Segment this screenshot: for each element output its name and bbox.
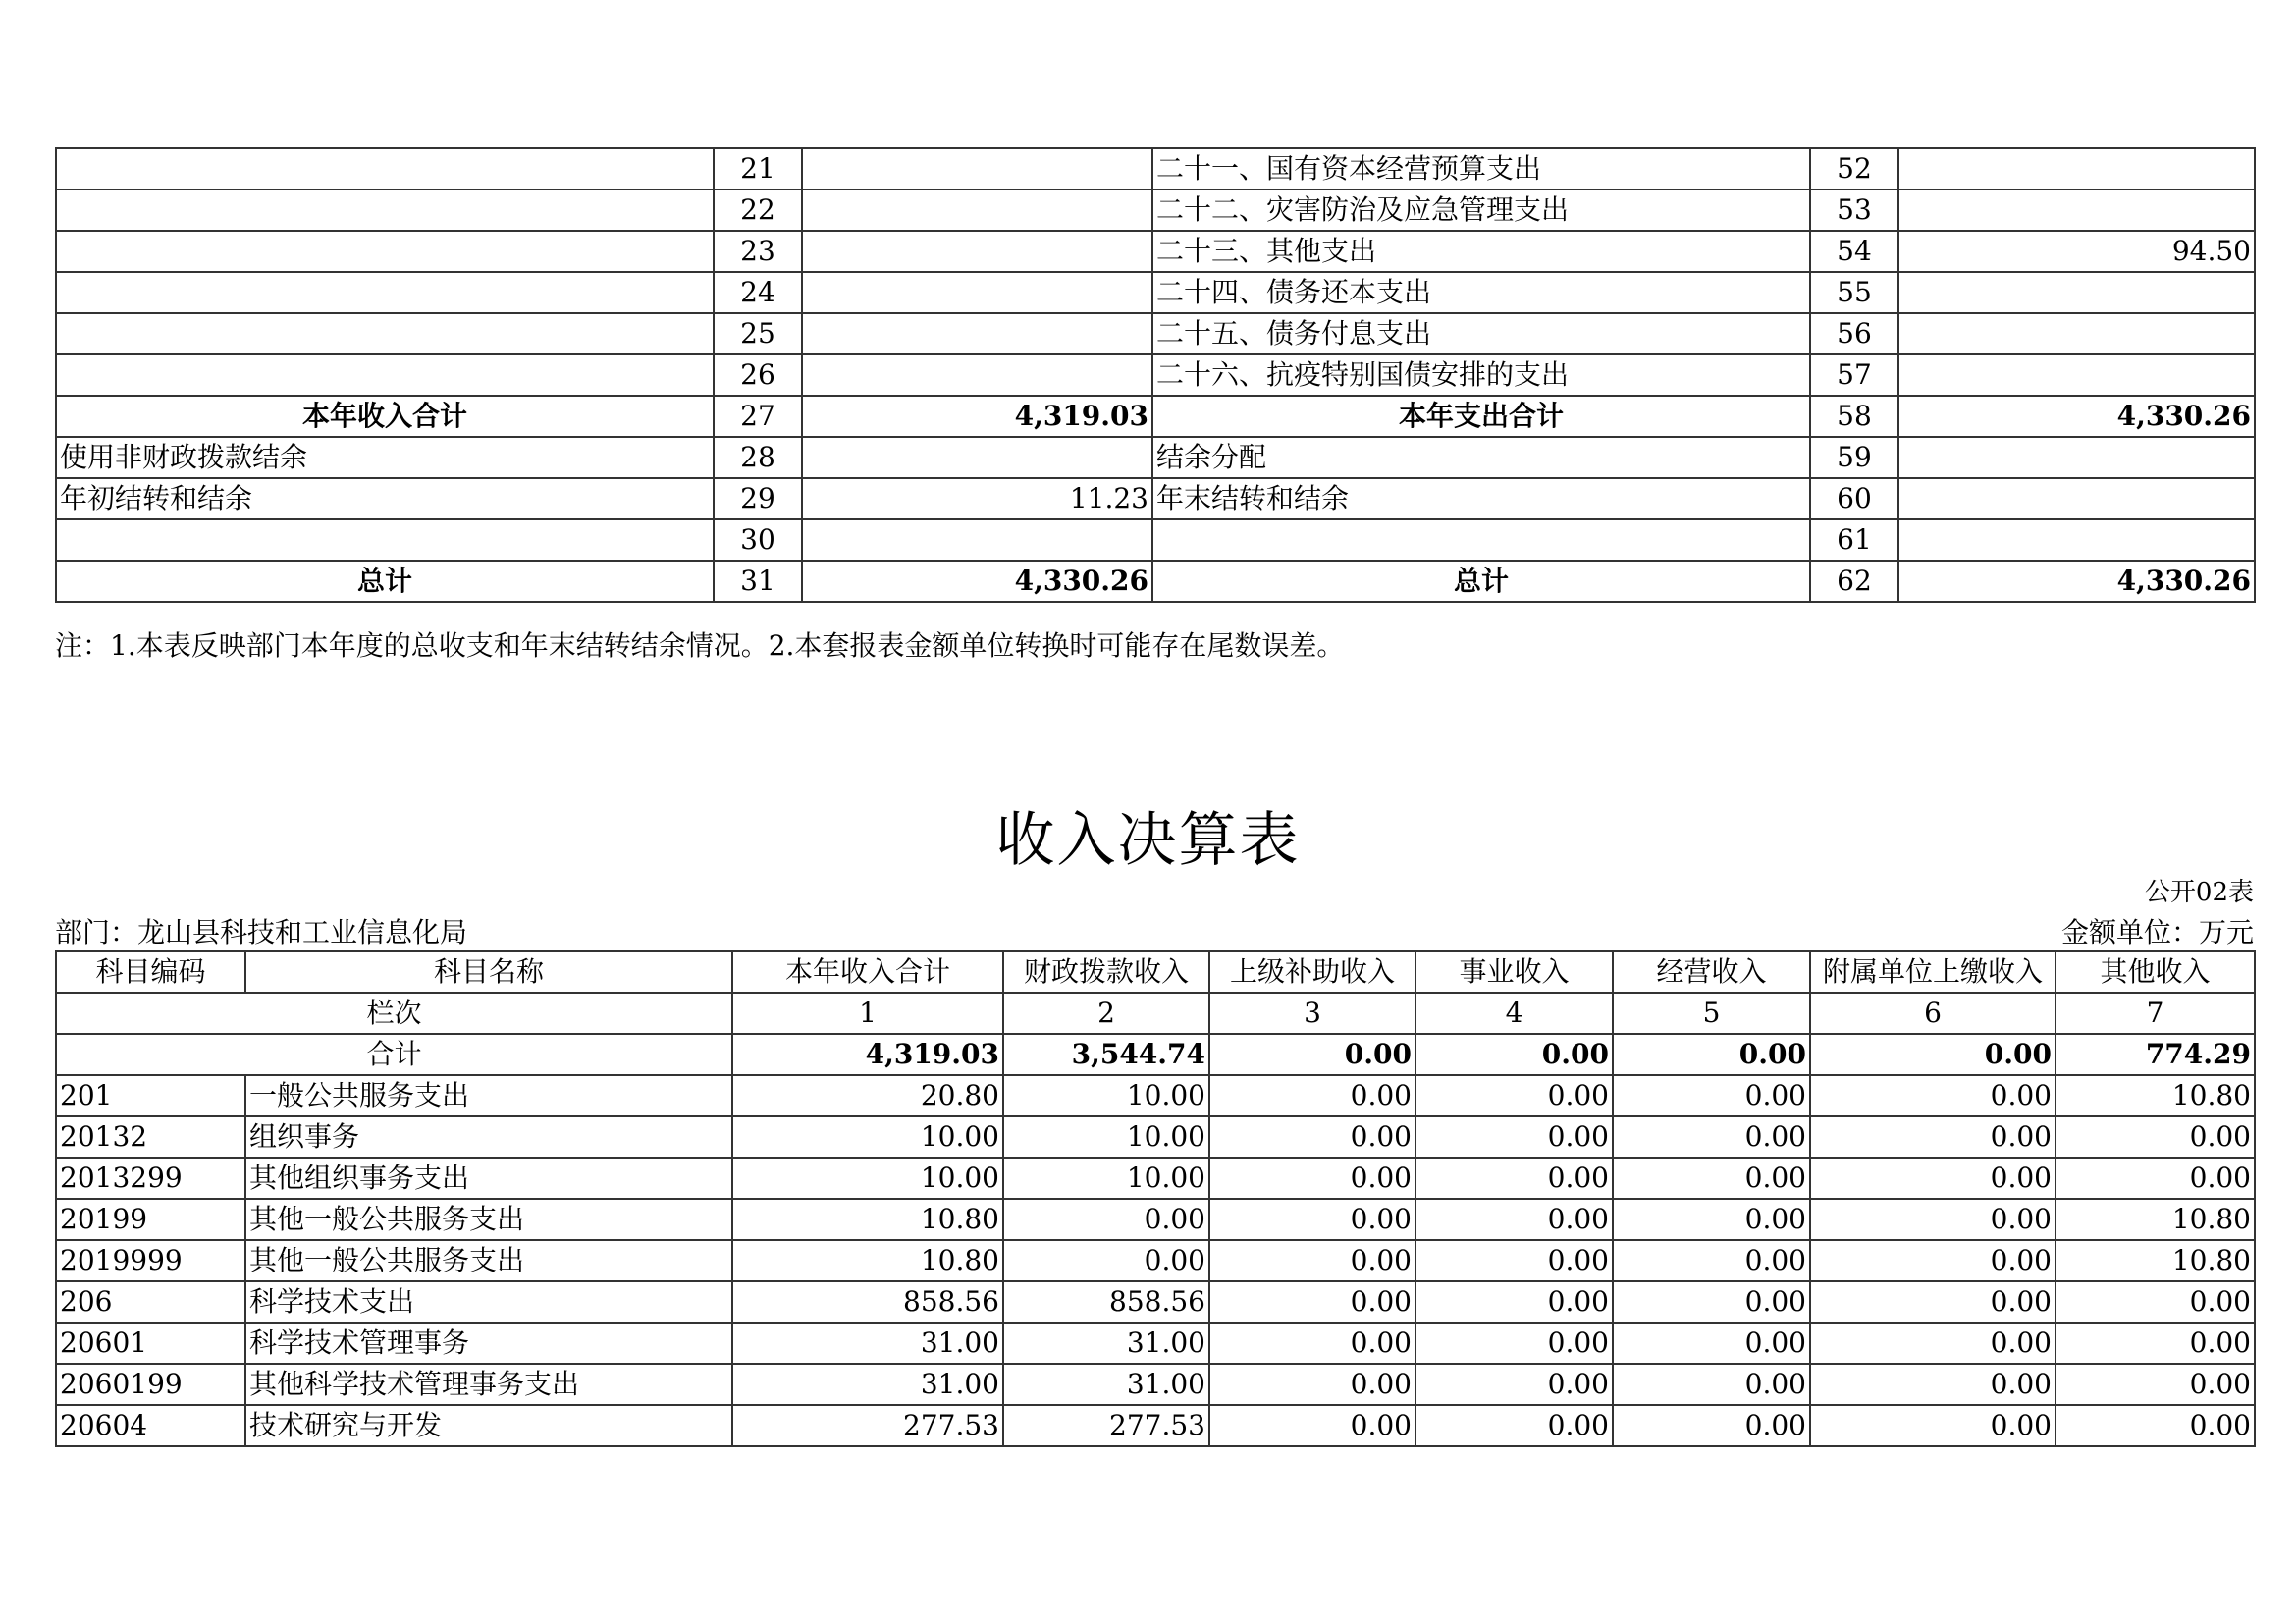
amount-cell: 10.80 <box>2056 1075 2255 1116</box>
column-number-row <box>56 993 2255 1034</box>
right-item: 二十二、灾害防治及应急管理支出 <box>1152 189 1810 231</box>
right-line-number: 53 <box>1810 189 1898 231</box>
amount-cell: 10.00 <box>732 1158 1003 1199</box>
total-value: 3,544.74 <box>1003 1034 1209 1075</box>
table-row <box>56 1199 2255 1240</box>
amount-cell: 0.00 <box>1209 1158 1415 1199</box>
amount-cell: 0.00 <box>2056 1323 2255 1364</box>
subject-name: 其他科学技术管理事务支出 <box>245 1364 732 1405</box>
left-item <box>56 231 714 272</box>
left-amount <box>802 437 1152 478</box>
table-row <box>56 478 2255 519</box>
table-row <box>56 561 2255 602</box>
right-amount: 4,330.26 <box>1898 561 2255 602</box>
subject-code: 201 <box>56 1075 245 1116</box>
amount-cell: 0.00 <box>1415 1405 1613 1446</box>
column-number: 4 <box>1415 993 1613 1034</box>
amount-cell: 0.00 <box>1613 1075 1810 1116</box>
right-item: 结余分配 <box>1152 437 1810 478</box>
unit-label: 金额单位：万元 <box>2060 916 2254 948</box>
subject-code: 206 <box>56 1281 245 1323</box>
left-item <box>56 189 714 231</box>
table-row <box>56 1323 2255 1364</box>
header-total: 本年收入合计 <box>732 951 1003 993</box>
total-value: 774.29 <box>2056 1034 2255 1075</box>
subject-name: 其他组织事务支出 <box>245 1158 732 1199</box>
left-item: 总计 <box>56 561 714 602</box>
left-line-number: 23 <box>714 231 802 272</box>
form-code: 公开02表 <box>2144 878 2254 907</box>
amount-cell: 0.00 <box>1415 1116 1613 1158</box>
amount-cell: 10.80 <box>732 1240 1003 1281</box>
table-row <box>56 1281 2255 1323</box>
amount-cell: 0.00 <box>1810 1240 2056 1281</box>
right-item: 二十六、抗疫特别国债安排的支出 <box>1152 354 1810 396</box>
header-superior: 上级补助收入 <box>1209 951 1415 993</box>
header-fiscal: 财政拨款收入 <box>1003 951 1209 993</box>
left-item <box>56 354 714 396</box>
right-line-number: 56 <box>1810 313 1898 354</box>
subject-name: 组织事务 <box>245 1116 732 1158</box>
income-table <box>55 950 2256 1447</box>
left-item <box>56 313 714 354</box>
right-line-number: 60 <box>1810 478 1898 519</box>
subject-code: 20132 <box>56 1116 245 1158</box>
right-amount <box>1898 148 2255 189</box>
amount-cell: 0.00 <box>1415 1281 1613 1323</box>
table-row <box>56 1158 2255 1199</box>
column-number: 7 <box>2056 993 2255 1034</box>
summary-table <box>55 147 2256 603</box>
left-line-number: 22 <box>714 189 802 231</box>
left-item: 年初结转和结余 <box>56 478 714 519</box>
left-line-number: 27 <box>714 396 802 437</box>
amount-cell: 858.56 <box>732 1281 1003 1323</box>
amount-cell: 277.53 <box>1003 1405 1209 1446</box>
left-item <box>56 519 714 561</box>
column-number: 5 <box>1613 993 1810 1034</box>
right-amount <box>1898 354 2255 396</box>
amount-cell: 0.00 <box>1415 1364 1613 1405</box>
amount-cell: 0.00 <box>1613 1240 1810 1281</box>
right-amount <box>1898 313 2255 354</box>
amount-cell: 0.00 <box>1209 1405 1415 1446</box>
amount-cell: 10.00 <box>1003 1158 1209 1199</box>
left-line-number: 31 <box>714 561 802 602</box>
right-item <box>1152 519 1810 561</box>
amount-cell: 10.00 <box>1003 1075 1209 1116</box>
amount-cell: 0.00 <box>2056 1158 2255 1199</box>
left-amount <box>802 354 1152 396</box>
subject-name: 一般公共服务支出 <box>245 1075 732 1116</box>
amount-cell: 0.00 <box>1415 1158 1613 1199</box>
department-label: 部门：龙山县科技和工业信息化局 <box>55 916 468 948</box>
amount-cell: 0.00 <box>1613 1323 1810 1364</box>
left-line-number: 25 <box>714 313 802 354</box>
page-title: 收入决算表 <box>995 806 1301 875</box>
subject-code: 2013299 <box>56 1158 245 1199</box>
right-line-number: 58 <box>1810 396 1898 437</box>
total-value: 0.00 <box>1209 1034 1415 1075</box>
amount-cell: 31.00 <box>732 1323 1003 1364</box>
right-item: 二十三、其他支出 <box>1152 231 1810 272</box>
left-line-number: 24 <box>714 272 802 313</box>
subject-code: 2060199 <box>56 1364 245 1405</box>
amount-cell: 0.00 <box>1209 1075 1415 1116</box>
total-value: 0.00 <box>1810 1034 2056 1075</box>
table-note: 注：1.本表反映部门本年度的总收支和年末结转结余情况。2.本套报表金额单位转换时可能存在尾数误差。 <box>55 629 1345 662</box>
amount-cell: 0.00 <box>1810 1075 2056 1116</box>
amount-cell: 0.00 <box>2056 1116 2255 1158</box>
subject-code: 20604 <box>56 1405 245 1446</box>
right-amount <box>1898 437 2255 478</box>
right-amount <box>1898 478 2255 519</box>
subject-name: 科学技术支出 <box>245 1281 732 1323</box>
right-line-number: 52 <box>1810 148 1898 189</box>
table-row <box>56 354 2255 396</box>
amount-cell: 20.80 <box>732 1075 1003 1116</box>
table-row <box>56 519 2255 561</box>
amount-cell: 10.80 <box>732 1199 1003 1240</box>
amount-cell: 0.00 <box>1003 1199 1209 1240</box>
right-item: 二十四、债务还本支出 <box>1152 272 1810 313</box>
right-amount <box>1898 519 2255 561</box>
left-amount: 4,330.26 <box>802 561 1152 602</box>
right-item: 二十一、国有资本经营预算支出 <box>1152 148 1810 189</box>
table-row <box>56 1116 2255 1158</box>
subject-name: 技术研究与开发 <box>245 1405 732 1446</box>
amount-cell: 0.00 <box>1810 1158 2056 1199</box>
amount-cell: 31.00 <box>1003 1323 1209 1364</box>
right-item: 年末结转和结余 <box>1152 478 1810 519</box>
right-line-number: 54 <box>1810 231 1898 272</box>
right-line-number: 62 <box>1810 561 1898 602</box>
subject-name: 其他一般公共服务支出 <box>245 1240 732 1281</box>
left-item <box>56 272 714 313</box>
amount-cell: 858.56 <box>1003 1281 1209 1323</box>
right-line-number: 57 <box>1810 354 1898 396</box>
amount-cell: 0.00 <box>1209 1281 1415 1323</box>
right-line-number: 61 <box>1810 519 1898 561</box>
amount-cell: 0.00 <box>1613 1199 1810 1240</box>
amount-cell: 0.00 <box>1613 1364 1810 1405</box>
total-label: 合计 <box>56 1034 732 1075</box>
amount-cell: 0.00 <box>1810 1364 2056 1405</box>
subject-code: 20199 <box>56 1199 245 1240</box>
amount-cell: 10.80 <box>2056 1199 2255 1240</box>
right-amount: 94.50 <box>1898 231 2255 272</box>
left-amount <box>802 148 1152 189</box>
right-amount <box>1898 272 2255 313</box>
header-code: 科目编码 <box>56 951 245 993</box>
subject-code: 20601 <box>56 1323 245 1364</box>
left-amount: 11.23 <box>802 478 1152 519</box>
amount-cell: 0.00 <box>1810 1281 2056 1323</box>
header-affiliate: 附属单位上缴收入 <box>1810 951 2056 993</box>
amount-cell: 31.00 <box>1003 1364 1209 1405</box>
left-line-number: 21 <box>714 148 802 189</box>
table-row <box>56 272 2255 313</box>
subject-name: 其他一般公共服务支出 <box>245 1199 732 1240</box>
table-row <box>56 1240 2255 1281</box>
right-line-number: 55 <box>1810 272 1898 313</box>
amount-cell: 0.00 <box>1613 1281 1810 1323</box>
amount-cell: 0.00 <box>1810 1323 2056 1364</box>
right-item: 总计 <box>1152 561 1810 602</box>
table-row <box>56 231 2255 272</box>
amount-cell: 0.00 <box>1415 1323 1613 1364</box>
column-number: 1 <box>732 993 1003 1034</box>
left-amount: 4,319.03 <box>802 396 1152 437</box>
left-amount <box>802 272 1152 313</box>
right-line-number: 59 <box>1810 437 1898 478</box>
amount-cell: 0.00 <box>2056 1405 2255 1446</box>
amount-cell: 0.00 <box>1810 1405 2056 1446</box>
amount-cell: 0.00 <box>1415 1199 1613 1240</box>
header-operating: 经营收入 <box>1613 951 1810 993</box>
left-amount <box>802 189 1152 231</box>
amount-cell: 0.00 <box>1209 1323 1415 1364</box>
amount-cell: 0.00 <box>1209 1240 1415 1281</box>
table-row <box>56 396 2255 437</box>
column-number: 6 <box>1810 993 2056 1034</box>
amount-cell: 0.00 <box>1613 1116 1810 1158</box>
left-item <box>56 148 714 189</box>
amount-cell: 0.00 <box>1003 1240 1209 1281</box>
subject-code: 2019999 <box>56 1240 245 1281</box>
amount-cell: 31.00 <box>732 1364 1003 1405</box>
amount-cell: 10.80 <box>2056 1240 2255 1281</box>
total-value: 0.00 <box>1613 1034 1810 1075</box>
left-amount <box>802 519 1152 561</box>
right-item: 本年支出合计 <box>1152 396 1810 437</box>
subject-name: 科学技术管理事务 <box>245 1323 732 1364</box>
amount-cell: 0.00 <box>1613 1405 1810 1446</box>
table-row <box>56 1405 2255 1446</box>
amount-cell: 0.00 <box>1209 1364 1415 1405</box>
amount-cell: 0.00 <box>2056 1281 2255 1323</box>
amount-cell: 0.00 <box>1810 1199 2056 1240</box>
column-number: 2 <box>1003 993 1209 1034</box>
right-item: 二十五、债务付息支出 <box>1152 313 1810 354</box>
amount-cell: 0.00 <box>1415 1075 1613 1116</box>
amount-cell: 0.00 <box>1415 1240 1613 1281</box>
left-item: 使用非财政拨款结余 <box>56 437 714 478</box>
left-item: 本年收入合计 <box>56 396 714 437</box>
amount-cell: 277.53 <box>732 1405 1003 1446</box>
table-row <box>56 1364 2255 1405</box>
left-line-number: 30 <box>714 519 802 561</box>
table-row <box>56 189 2255 231</box>
right-amount: 4,330.26 <box>1898 396 2255 437</box>
header-name: 科目名称 <box>245 951 732 993</box>
header-business: 事业收入 <box>1415 951 1613 993</box>
column-label: 栏次 <box>56 993 732 1034</box>
left-amount <box>802 313 1152 354</box>
left-line-number: 26 <box>714 354 802 396</box>
total-value: 4,319.03 <box>732 1034 1003 1075</box>
amount-cell: 0.00 <box>2056 1364 2255 1405</box>
header-row <box>56 951 2255 993</box>
table-row <box>56 148 2255 189</box>
table-row <box>56 437 2255 478</box>
table-row <box>56 1075 2255 1116</box>
left-amount <box>802 231 1152 272</box>
amount-cell: 0.00 <box>1810 1116 2056 1158</box>
table-row <box>56 313 2255 354</box>
amount-cell: 10.00 <box>732 1116 1003 1158</box>
right-amount <box>1898 189 2255 231</box>
amount-cell: 0.00 <box>1209 1199 1415 1240</box>
total-value: 0.00 <box>1415 1034 1613 1075</box>
total-row <box>56 1034 2255 1075</box>
amount-cell: 0.00 <box>1209 1116 1415 1158</box>
left-line-number: 28 <box>714 437 802 478</box>
column-number: 3 <box>1209 993 1415 1034</box>
amount-cell: 10.00 <box>1003 1116 1209 1158</box>
header-other: 其他收入 <box>2056 951 2255 993</box>
amount-cell: 0.00 <box>1613 1158 1810 1199</box>
left-line-number: 29 <box>714 478 802 519</box>
